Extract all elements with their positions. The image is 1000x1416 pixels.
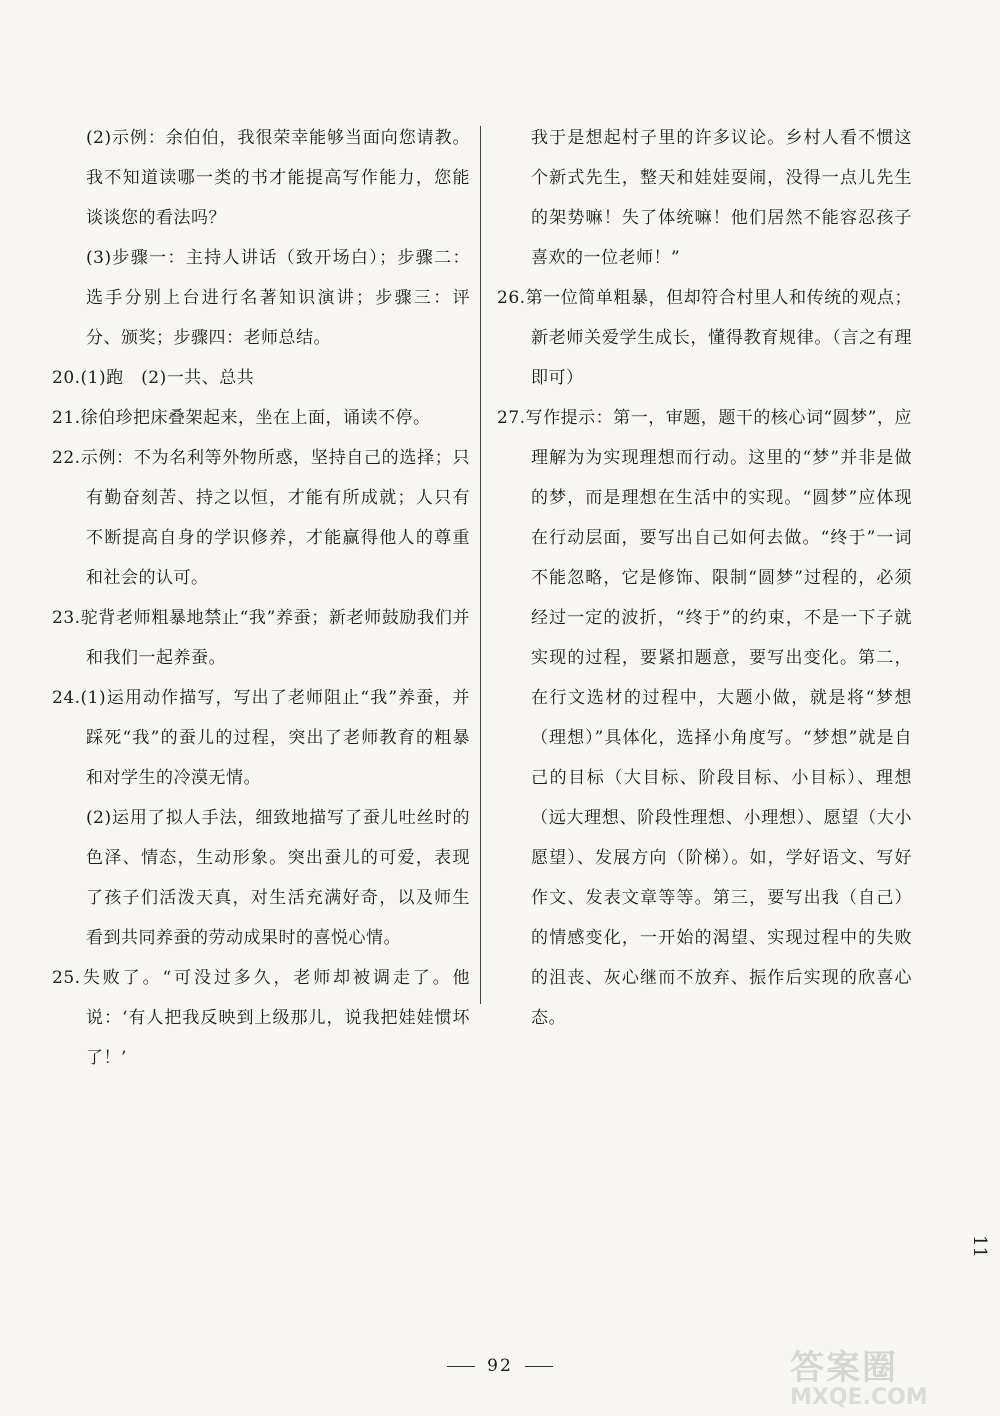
watermark-url: MXQE.COM: [790, 1385, 928, 1410]
watermark-logo: [790, 1340, 990, 1410]
watermark-logo-text: 答案圈: [790, 1348, 898, 1388]
answer-19-3: (3)步骤一：主持人讲话（致开场白）；步骤二：选手分别上台进行名著知识演讲；步骤三：评分、颁奖；步骤四：老师总结。: [86, 248, 470, 348]
answer-25-continued: 我于是想起村子里的许多议论。乡村人看不惯这个新式先生，整天和娃娃耍闹，没得一点儿先生的架势嘛！失了体统嘛！他们居然不能容忍孩子喜欢的一位老师！”: [531, 128, 912, 268]
column-divider: [480, 126, 481, 1004]
answer-25: 25.失败了。“可没过多久，老师却被调走了。他说：‘有人把我反映到上级那儿，说我把娃娃惯坏了！’: [52, 968, 470, 1068]
answer-27: 27.写作提示：第一，审题，题干的核心词“圆梦”，应理解为为实现理想而行动。这里的“梦”并非是做的梦，而是理想在生活中的实现。“圆梦”应体现在行动层面，要写出自己如何去做。“终于”一词不能忽略，它是修饰、限制“圆梦”过程的，必须经过一定的波折，“终于”的约束，不是一下子就实现的过程，要紧扣题意，要写出变化。第二，在行文选材的过程中，大题小做，就是将“梦想（理想）”具体化，选择小角度写。“梦想”就是自己的目标（大目标、阶段目标、小目标）、理想（远大理想、阶段性理想、小理想）、愿望（大小愿望）、发展方向（阶梯）。如，学好语文、写好作文、发表文章等等。第三，要写出我（自己）的情感变化，一开始的渴望、实现过程中的失败的沮丧、灰心继而不放弃、振作后实现的欣喜心态。: [497, 408, 912, 1028]
answer-19-2: (2)示例：余伯伯，我很荣幸能够当面向您请教。我不知道读哪一类的书才能提高写作能力，您能谈谈您的看法吗？: [86, 128, 470, 228]
side-mark: 11: [968, 1235, 990, 1258]
right-column: [497, 118, 912, 1038]
answer-21: 21.徐伯珍把床叠架起来，坐在上面，诵读不停。: [52, 408, 431, 428]
answer-26: 26.第一位简单粗暴，但却符合村里人和传统的观点；新老师关爱学生成长，懂得教育规律。（言之有理即可）: [497, 288, 912, 388]
answer-23: 23.驼背老师粗暴地禁止“我”养蚕；新老师鼓励我们并和我们一起养蚕。: [52, 608, 470, 668]
footer-dash-right: [525, 1366, 553, 1367]
answer-24-1: 24.(1)运用动作描写，写出了老师阻止“我”养蚕，并踩死“我”的蚕儿的过程，突出了老师教育的粗暴和对学生的冷漠无情。: [52, 688, 470, 788]
left-column: [52, 118, 470, 1078]
answer-20: 20.(1)跑 (2)一共、总共: [52, 368, 255, 388]
footer-dash-left: [447, 1366, 475, 1367]
answer-22: 22.示例：不为名利等外物所惑，坚持自己的选择；只有勤奋刻苦、持之以恒，才能有所成就；人只有不断提高自身的学识修养，才能赢得他人的尊重和社会的认可。: [52, 448, 470, 588]
answer-24-2: (2)运用了拟人手法，细致地描写了蚕儿吐丝时的色泽、情态，生动形象。突出蚕儿的可爱，表现了孩子们活泼天真，对生活充满好奇，以及师生看到共同养蚕的劳动成果时的喜悦心情。: [86, 808, 470, 948]
page-number: 92: [487, 1356, 513, 1376]
